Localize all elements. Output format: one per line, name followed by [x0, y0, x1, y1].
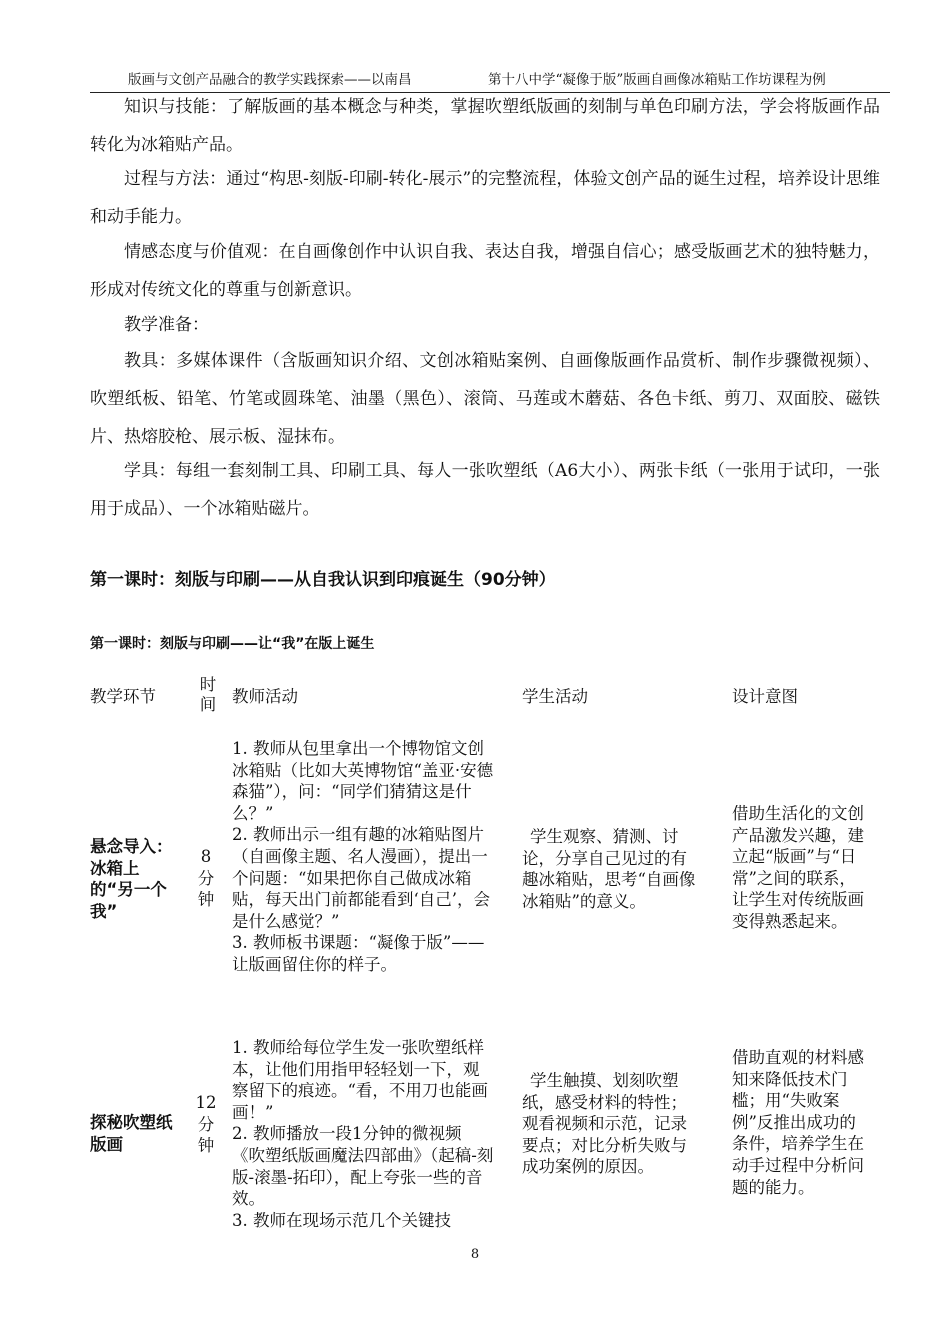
table-heading: 第一课时：刻版与印刷——让“我”在版上诞生 [90, 636, 375, 652]
goal-knowledge: 知识与技能：了解版画的基本概念与种类，掌握吹塑纸版画的刻制与单色印刷方法，学会将版画作品转化为冰箱贴产品。 [90, 97, 880, 155]
col-header-time-line2: 间 [199, 695, 217, 714]
table-row-1-teacher-step-3: 3. 教师板书课题：“凝像于版”——让版画留住你的样子。 [232, 933, 485, 974]
table-row-1-teacher-step-2: 2. 教师出示一组有趣的冰箱贴图片（自画像主题、名人漫画），提出一个问题：“如果把你自己做成冰箱贴，每天出门前都能看到‘自己’，会是什么感觉？” [232, 825, 490, 931]
table-row-1-stage: 悬念导入：冰箱上的“另一个我” [90, 837, 173, 921]
table-row-1-time: 8分钟 [197, 847, 215, 910]
table-row-1-intent: 借助生活化的文创产品激发兴趣，建立起“版画”与“日常”之间的联系，让学生对传统版画变得熟悉起来。 [732, 804, 864, 931]
col-header-time-line1: 时 [199, 675, 217, 694]
table-row-2-intent: 借助直观的材料感知来降低技术门槛；用“失败案例”反推出成功的条件，培养学生在动手过程中分析问题的能力。 [732, 1048, 864, 1197]
col-header-teacher: 教师活动 [232, 687, 298, 706]
table-row-1-teacher-step-1: 1. 教师从包里拿出一个博物馆文创冰箱贴（比如大英博物馆“盖亚·安德森猫”），问：“同学们猜猜这是什么？” [232, 739, 494, 823]
table-row-2-stage: 探秘吹塑纸版画 [90, 1113, 173, 1154]
table-row-2-teacher-step-1: 1. 教师给每位学生发一张吹塑纸样本，让他们用指甲轻轻划一下，观察留下的痕迹。“看，不用刀也能画画！” [232, 1038, 488, 1122]
col-header-stage: 教学环节 [90, 687, 156, 706]
goal-emotion: 情感态度与价值观：在自画像创作中认识自我、表达自我，增强自信心；感受版画艺术的独特魅力，形成对传统文化的尊重与创新意识。 [90, 242, 880, 300]
table-row-1-student: 学生观察、猜测、讨论，分享自己见过的有趣冰箱贴，思考“自画像冰箱贴”的意义。 [522, 827, 696, 911]
running-header-left: 版画与文创产品融合的教学实践探索——以南昌 [128, 72, 412, 88]
table-row-2-teacher-step-2: 2. 教师播放一段1分钟的微视频《吹塑纸版画魔法四部曲》（起稿-刻版-滚墨-拓印），配上夸张一些的音效。 [232, 1124, 494, 1209]
prep-student-tools: 学具：每组一套刻制工具、印刷工具、每人一张吹塑纸（A6大小）、两张卡纸（一张用于试印，一张用于成品）、一个冰箱贴磁片。 [90, 461, 880, 519]
prep-title: 教学准备： [124, 315, 209, 335]
page-number: 8 [470, 1247, 480, 1262]
running-header-right: 第十八中学“凝像于版”版画自画像冰箱贴工作坊课程为例 [488, 72, 826, 88]
prep-teacher-tools: 教具：多媒体课件（含版画知识介绍、文创冰箱贴案例、自画像版画作品赏析、制作步骤微视频）、吹塑纸板、铅笔、竹笔或圆珠笔、油墨（黑色）、滚筒、马莲或木蘑菇、各色卡纸、剪刀、双面胶、磁铁片、热熔胶枪、展示板、湿抹布。 [90, 351, 880, 447]
col-header-intent: 设计意图 [732, 687, 798, 706]
table-row-2-teacher-step-3: 3. 教师在现场示范几个关键技 [232, 1210, 451, 1230]
col-header-time [197, 675, 219, 715]
col-header-student: 学生活动 [522, 687, 588, 706]
table-row-2-time: 12分钟 [195, 1093, 217, 1156]
table-row-1-teacher [232, 738, 494, 976]
table-row-2-teacher [232, 1037, 494, 1231]
lesson-heading: 第一课时：刻版与印刷——从自我认识到印痕诞生（90分钟） [90, 570, 556, 590]
goal-process: 过程与方法：通过“构思-刻版-印刷-转化-展示”的完整流程，体验文创产品的诞生过程，培养设计思维和动手能力。 [90, 169, 880, 227]
table-row-2-student: 学生触摸、划刻吹塑纸，感受材料的特性；观看视频和示范，记录要点；对比分析失败与成功案例的原因。 [522, 1071, 687, 1177]
